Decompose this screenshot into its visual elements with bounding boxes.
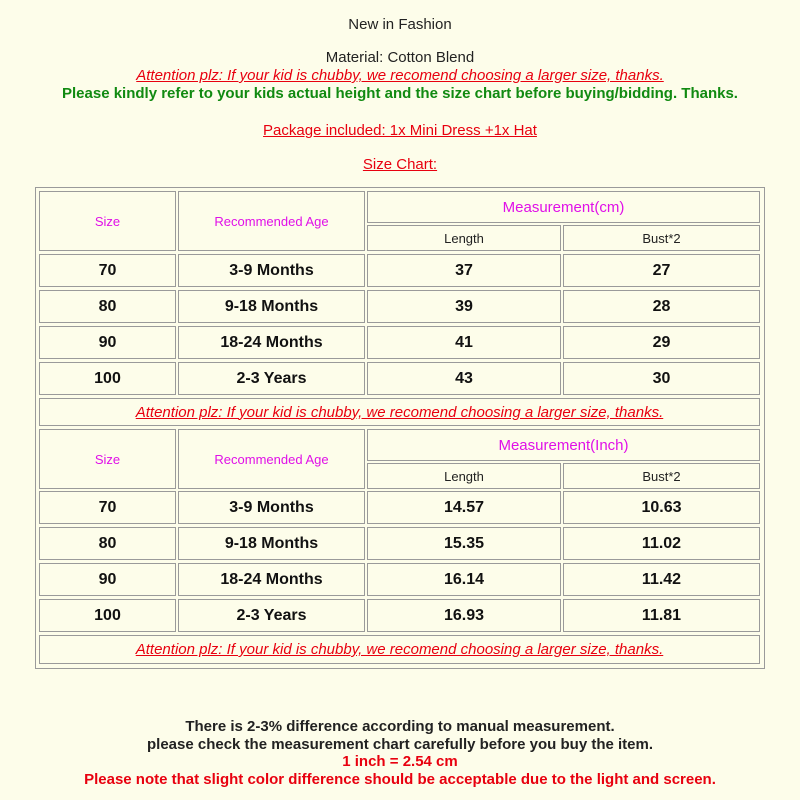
table-cell: 70 (39, 491, 176, 524)
refer-notice: Please kindly refer to your kids actual height and the size chart before buying/bidding. Thanks. (62, 85, 738, 102)
footer-color-note: Please note that slight color difference should be acceptable due to the light and screen. (84, 771, 716, 788)
measurement-cm-header: Measurement(cm) (367, 191, 760, 223)
table-cell: 11.81 (563, 599, 760, 632)
table-cell: 14.57 (367, 491, 561, 524)
table-cell: 37 (367, 254, 561, 287)
table-cell: 2-3 Years (178, 362, 365, 395)
table-cell: 28 (563, 290, 760, 323)
table-cell: 10.63 (563, 491, 760, 524)
col-bust-header: Bust*2 (563, 463, 760, 489)
table-cell: 100 (39, 599, 176, 632)
table-cell: 90 (39, 326, 176, 359)
table-cell: 43 (367, 362, 561, 395)
col-size-header: Size (39, 191, 176, 251)
table-cell: 15.35 (367, 527, 561, 560)
package-included: Package included: 1x Mini Dress +1x Hat (263, 122, 537, 139)
table-cell: 39 (367, 290, 561, 323)
table-cell: 16.93 (367, 599, 561, 632)
col-length-header: Length (367, 463, 561, 489)
table-cell: 2-3 Years (178, 599, 365, 632)
table-cell: 16.14 (367, 563, 561, 596)
size-chart-label: Size Chart: (362, 156, 438, 173)
table-cell: 30 (563, 362, 760, 395)
table-cell: 18-24 Months (178, 326, 365, 359)
table-cell: 100 (39, 362, 176, 395)
table-cell: 70 (39, 254, 176, 287)
table-cell: 3-9 Months (178, 254, 365, 287)
col-age-header: Recommended Age (178, 429, 365, 489)
table-cell: 9-18 Months (178, 290, 365, 323)
table-cell: 80 (39, 527, 176, 560)
col-age-header: Recommended Age (178, 191, 365, 251)
table-cell: 3-9 Months (178, 491, 365, 524)
footer-difference: There is 2-3% difference according to manual measurement. (185, 718, 615, 735)
table-cell: 18-24 Months (178, 563, 365, 596)
footer-conversion: 1 inch = 2.54 cm (342, 753, 458, 770)
table-cell: 29 (563, 326, 760, 359)
table-cell: 9-18 Months (178, 527, 365, 560)
col-size-header: Size (39, 429, 176, 489)
attention-row: Attention plz: If your kid is chubby, we recomend choosing a larger size, thanks. (39, 398, 760, 426)
title: New in Fashion (348, 16, 452, 33)
material: Material: Cotton Blend (325, 49, 475, 66)
attention-row: Attention plz: If your kid is chubby, we recomend choosing a larger size, thanks. (39, 635, 760, 664)
size-chart-table (35, 187, 765, 669)
table-cell: 80 (39, 290, 176, 323)
table-cell: 90 (39, 563, 176, 596)
table-cell: 11.02 (563, 527, 760, 560)
table-cell: 41 (367, 326, 561, 359)
footer-check: please check the measurement chart carefully before you buy the item. (146, 736, 653, 753)
col-length-header: Length (367, 225, 561, 251)
table-cell: 11.42 (563, 563, 760, 596)
measurement-inch-header: Measurement(Inch) (367, 429, 760, 461)
table-cell: 27 (563, 254, 760, 287)
attention-notice: Attention plz: If your kid is chubby, we recomend choosing a larger size, thanks. (136, 67, 664, 84)
col-bust-header: Bust*2 (563, 225, 760, 251)
